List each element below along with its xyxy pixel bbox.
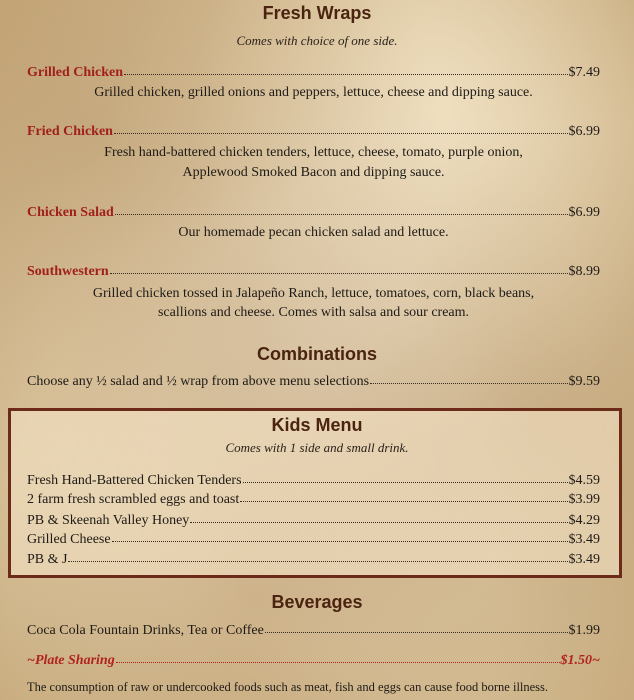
fresh-wraps-subtitle: Comes with choice of one side. — [236, 33, 398, 48]
food-safety-disclaimer: The consumption of raw or undercooked foods such as meat, fish and eggs can cause food borne illness. — [27, 680, 549, 694]
kids-item — [27, 551, 600, 569]
menu-item-combination — [27, 373, 600, 391]
dot-leader — [110, 263, 568, 274]
menu-item-beverages — [27, 622, 600, 640]
item-price: $3.99 — [568, 492, 600, 507]
kids-item — [27, 472, 600, 490]
kids-item — [27, 531, 600, 549]
plate-sharing-line — [27, 652, 600, 670]
item-price: $7.49 — [568, 65, 600, 80]
menu-item-grilled-chicken — [27, 64, 600, 82]
item-price: $3.49 — [568, 552, 600, 567]
item-price: $3.49 — [568, 532, 600, 547]
item-price: $4.29 — [568, 513, 600, 528]
dot-leader — [240, 491, 567, 502]
item-description: Applewood Smoked Bacon and dipping sauce. — [182, 165, 445, 180]
item-price: $8.99 — [568, 264, 600, 279]
dot-leader — [124, 64, 567, 75]
item-price: $6.99 — [568, 205, 600, 220]
item-price: $6.99 — [568, 124, 600, 139]
dot-leader — [243, 472, 568, 483]
item-name: Fried Chicken — [27, 124, 113, 139]
item-price: $9.59 — [568, 374, 600, 389]
fresh-wraps-title: Fresh Wraps — [262, 3, 372, 23]
kids-item — [27, 491, 600, 509]
item-description: Our homemade pecan chicken salad and lettuce. — [178, 225, 449, 240]
item-name: Choose any ½ salad and ½ wrap from above menu selections — [27, 374, 370, 389]
item-description: Fresh hand-battered chicken tenders, lettuce, cheese, tomato, purple onion, — [104, 145, 523, 160]
kids-menu-subtitle: Comes with 1 side and small drink. — [225, 440, 409, 455]
item-name: Grilled Cheese — [27, 532, 111, 547]
item-price: $1.99 — [568, 623, 600, 638]
item-description: Grilled chicken tossed in Jalapeño Ranch, lettuce, tomatoes, corn, black beans, — [92, 286, 535, 301]
beverages-title: Beverages — [271, 592, 363, 612]
plate-sharing-price: $1.50~ — [560, 653, 600, 668]
dot-leader — [112, 531, 568, 542]
dot-leader — [190, 512, 567, 523]
dot-leader — [370, 373, 567, 384]
combinations-title: Combinations — [257, 344, 377, 364]
dot-leader — [116, 652, 560, 663]
dot-leader — [265, 622, 568, 633]
kids-item — [27, 512, 600, 530]
item-name: Fresh Hand-Battered Chicken Tenders — [27, 473, 242, 488]
kids-menu-title: Kids Menu — [271, 415, 363, 435]
item-name: Grilled Chicken — [27, 65, 124, 80]
menu-item-chicken-salad — [27, 204, 600, 222]
item-description: Grilled chicken, grilled onions and peppers, lettuce, cheese and dipping sauce. — [94, 85, 533, 100]
dot-leader — [114, 123, 568, 134]
item-name: Coca Cola Fountain Drinks, Tea or Coffee — [27, 623, 264, 638]
menu-item-fried-chicken — [27, 123, 600, 141]
item-name: Chicken Salad — [27, 205, 114, 220]
item-price: $4.59 — [568, 473, 600, 488]
item-name: 2 farm fresh scrambled eggs and toast — [27, 492, 240, 507]
dot-leader — [68, 551, 567, 562]
dot-leader — [115, 204, 568, 215]
plate-sharing-label: ~Plate Sharing — [27, 653, 115, 668]
item-name: Southwestern — [27, 264, 109, 279]
item-name: PB & J — [27, 552, 68, 567]
item-description: scallions and cheese. Comes with salsa and sour cream. — [157, 305, 470, 320]
item-name: PB & Skeenah Valley Honey — [27, 513, 190, 528]
menu-item-southwestern — [27, 263, 600, 281]
